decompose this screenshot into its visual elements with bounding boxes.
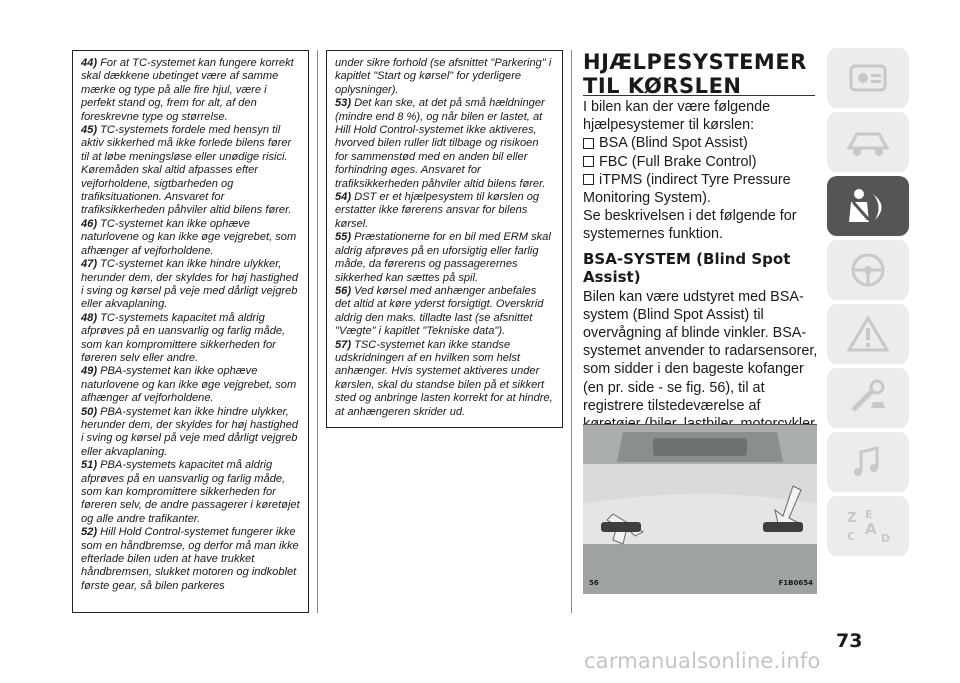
body-text <box>583 98 818 470</box>
note-44: 44) For at TC-systemet kan fungere korrekt skal dækkene ubetinget være af samme mærke og type på alle fire hjul, være i perfekt stand og, frem for alt, af den foreskrevne type og størrelse. <box>81 57 294 123</box>
note-53: 53) Det kan ske, at det på små hældninger (mindre end 8 %), og når bilen er lastet, at Hill Hold Control-systemet ikke aktiveres, hvorved bilen ruller lidt tilbage og risikoen for sammenstød med en anden bil eller forhindring øges. Ansvaret for trafiksikkerheden påhviler altid bilens fører. <box>335 97 546 190</box>
note-50: 50) PBA-systemet kan ikke hindre ulykker, herunder dem, der skyldes for høj hastighed i sving og kørsel på veje med dårligt vejgreb eller akvaplaning. <box>81 405 299 458</box>
intro-paragraph: I bilen kan der være følgende hjælpesystemer til kørslen: <box>583 99 771 134</box>
note-45: 45) TC-systemets fordele med hensyn til aktiv sikkerhed må ikke forlede bilens fører til at løbe meningsløse eller unødige risici. Køremåden skal altid afpasses efter vejforholdene, sigtbarheden og trafiksituationen. Ansvaret for trafiksikkerheden påhviler altid bilens fører. <box>81 124 292 217</box>
bullet-square-icon <box>583 156 594 167</box>
steering-wheel-icon <box>843 250 893 290</box>
svg-text:D: D <box>881 532 891 545</box>
note-48: 48) TC-systemets kapacitet må aldrig afprøves på en uansvarlig og farlig måde, som kan kompromittere sikkerheden for føreren selv eller andre. <box>81 311 286 364</box>
svg-text:E: E <box>865 508 873 521</box>
section-heading: HJÆLPESYSTEMER TIL KØRSLEN <box>583 50 807 98</box>
tab-multimedia[interactable] <box>827 432 909 492</box>
wrench-car-icon <box>843 378 893 418</box>
figure-code: F1B0654 <box>778 579 813 587</box>
svg-text:C: C <box>847 530 856 543</box>
figure-rear-bumper <box>583 424 817 594</box>
notes-box-middle <box>326 50 563 428</box>
car-dashboard-icon <box>843 58 893 98</box>
bsa-paragraph: Bilen kan være udstyret med BSA-system (Blind Spot Assist) til overvågning af blinde vinkler. BSA-systemet anvender to radarsensorer, som sidder i den bageste kofanger (en pr. side - se fig. 56), til at registrere tilstedeværelse af <box>583 288 818 414</box>
tab-keys[interactable] <box>827 112 909 172</box>
bullet-bsa: BSA (Blind Spot Assist) <box>583 134 818 152</box>
figure-caption <box>583 577 817 591</box>
svg-text:Z: Z <box>847 511 857 526</box>
tab-emergency[interactable] <box>827 304 909 364</box>
column-divider <box>317 50 318 613</box>
note-55: 55) Præstationerne for en bil med ERM skal aldrig afprøves på en uforsigtig eller farlig måde, da førerens og passagerernes sikkerhed kan sættes på spil. <box>335 231 551 284</box>
note-46: 46) TC-systemet kan ikke ophæve naturlovene og kan ikke øge vejgrebet, som afhænger af vejforholdene. <box>81 217 297 257</box>
warning-triangle-icon <box>843 314 893 354</box>
watermark-text: carmanualsonline.info <box>584 649 821 673</box>
note-47: 47) TC-systemet kan ikke hindre ulykker, herunder dem, der skyldes for høj hastighed i sving og kørsel på veje med dårligt vejgreb eller akvaplaning. <box>81 258 299 311</box>
index-letters-icon <box>843 506 893 546</box>
tab-dashboard[interactable] <box>827 48 909 108</box>
bullet-continuation: Monitoring System). <box>583 190 711 207</box>
tab-maintenance[interactable] <box>827 368 909 428</box>
chapter-tabs <box>827 48 909 560</box>
description-paragraph: Se beskrivelsen i det følgende for systemernes funktion. <box>583 208 797 243</box>
note-57: 57) TSC-systemet kan ikke standse udskridningen af en hvilken som helst anhænger. Hvis systemet aktiveres under kørslen, skal du standse bilen på et sikkert sted og anbringe lasten korrekt for at hindre, at anhængeren skrider ud. <box>335 338 553 418</box>
seatbelt-airbag-icon <box>843 186 893 226</box>
bullet-fbc: FBC (Full Brake Control) <box>583 153 818 171</box>
note-56: 56) Ved kørsel med anhænger anbefales det altid at køre yderst forsigtigt. Overskrid aldrig den maks. tilladte last (se afsnittet "Vægte" i kapitlet "Tekniske data"). <box>335 284 544 338</box>
page-number: 73 <box>836 630 863 652</box>
multimedia-icon <box>843 442 893 482</box>
figure-number: 56 <box>589 579 599 587</box>
column-divider-2 <box>571 50 572 613</box>
bullet-square-icon <box>583 138 594 149</box>
note-51: 51) PBA-systemets kapacitet må aldrig afprøves på en uansvarlig og farlig måde, som kan kompromittere sikkerheden for føreren selv, de andre passagerer i køretøjet og alle andre trafikanter. <box>81 459 300 525</box>
car-key-icon <box>843 122 893 162</box>
note-54: 54) DST er et hjælpesystem til kørslen og erstatter ikke førerens ansvar for bilens kørsel. <box>335 191 540 230</box>
figure-top-rule <box>583 424 817 425</box>
subheading-bsa: BSA-SYSTEM (Blind Spot Assist) <box>583 249 791 286</box>
note-52: 52) Hill Hold Control-systemet fungerer ikke som en håndbremse, og derfor må man ikke efterlade bilen uden at have trukket håndbremsen, slukket motoren og indkoblet første gear, så bilen parkeres <box>81 526 299 592</box>
notes-box-left <box>72 50 309 613</box>
rear-car-illustration <box>583 424 817 594</box>
bullet-square-icon <box>583 174 594 185</box>
heading-rule <box>583 95 815 96</box>
bullet-itpms: iTPMS (indirect Tyre Pressure <box>583 171 818 189</box>
note-continuation: under sikre forhold (se afsnittet "Parkering" i kapitlet "Start og kørsel" for yderligere oplysninger). <box>335 57 552 96</box>
tab-index[interactable] <box>827 496 909 556</box>
note-49: 49) PBA-systemet kan ikke ophæve naturlovene og kan ikke øge vejgrebet, som afhænger af vejforholdene. <box>81 365 297 405</box>
tab-driving[interactable] <box>827 240 909 300</box>
svg-text:A: A <box>865 520 877 538</box>
tab-safety[interactable] <box>827 176 909 236</box>
